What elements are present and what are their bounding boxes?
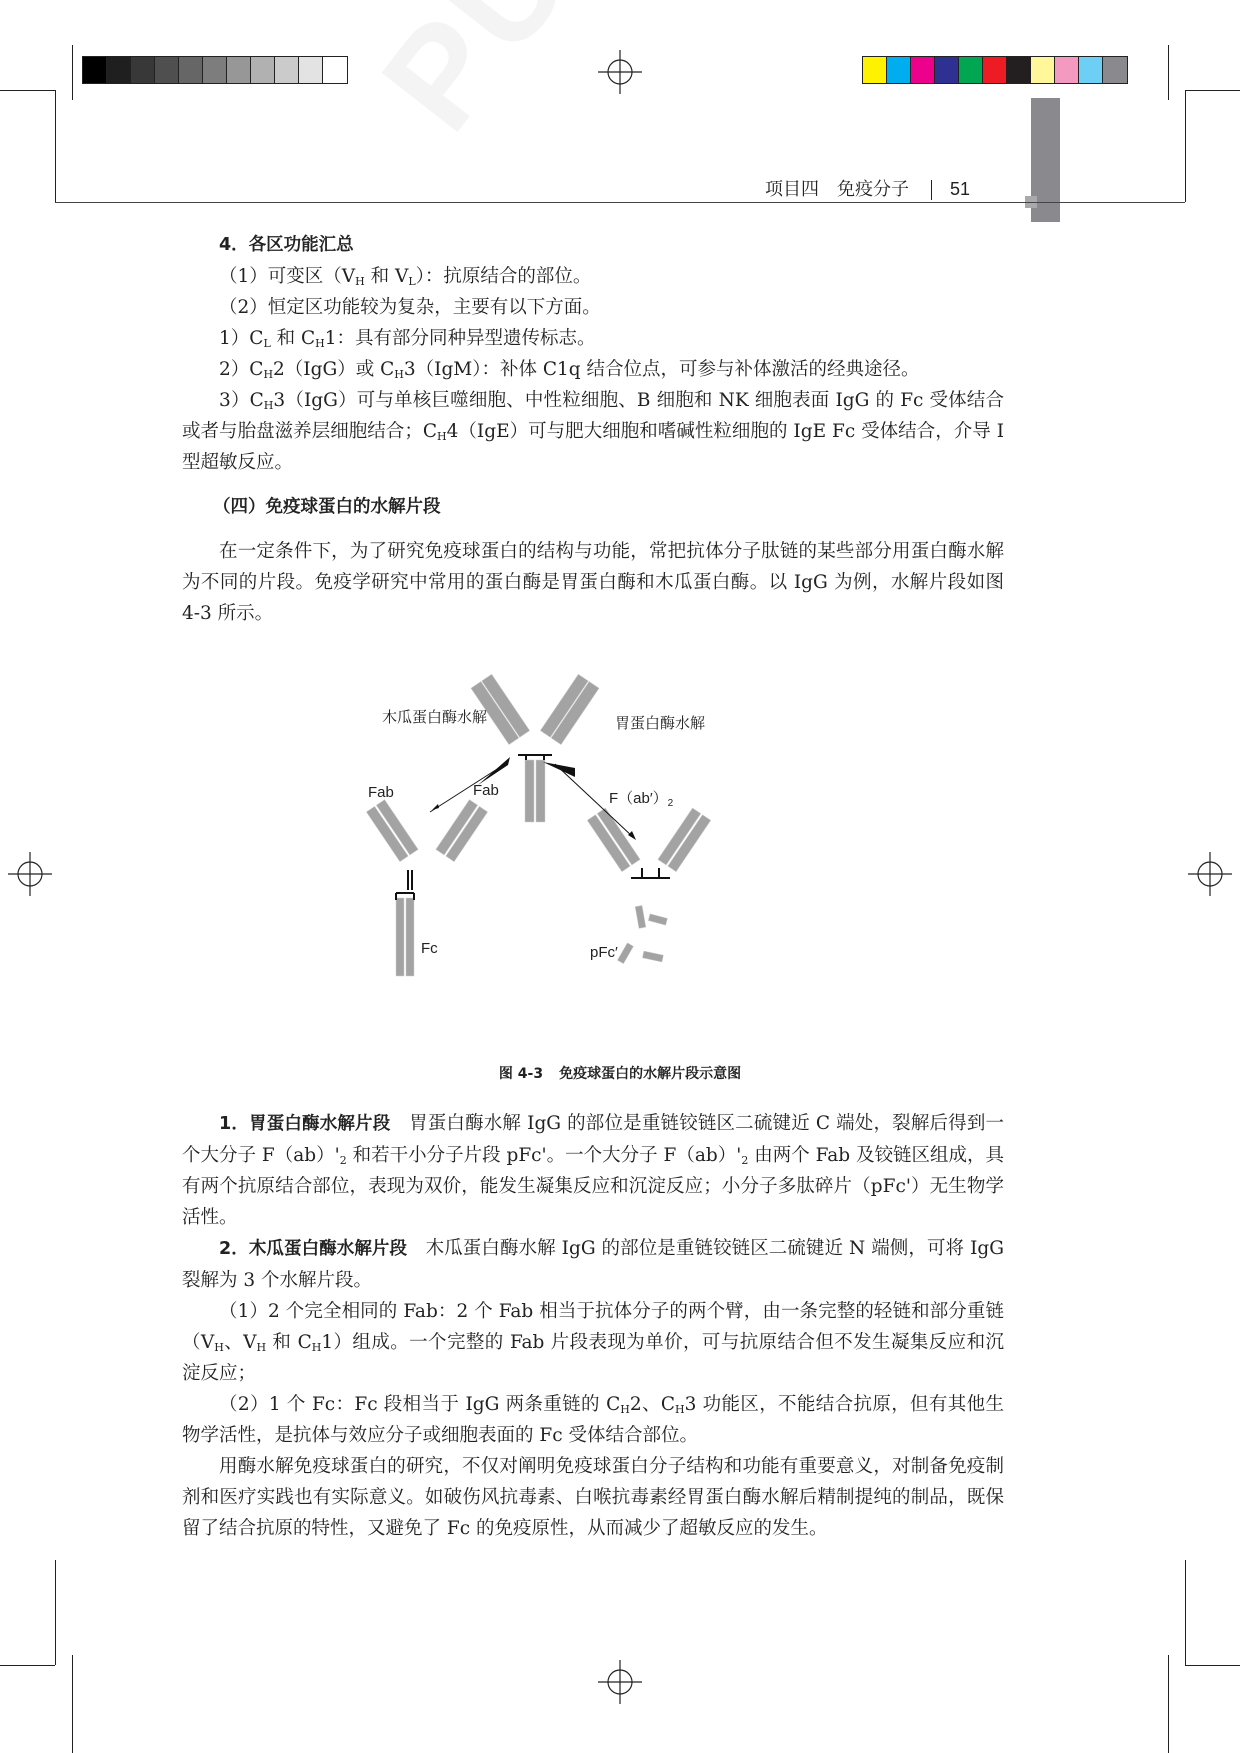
grayscale-bar: [82, 56, 348, 84]
color-swatch: [1103, 57, 1127, 83]
crop-mark: [72, 45, 73, 100]
crop-mark: [0, 90, 55, 91]
label-papain: 木瓜蛋白酶水解: [382, 708, 488, 726]
crop-mark: [55, 90, 56, 202]
section-title: 项目四 免疫分子: [765, 179, 909, 200]
color-swatch: [1031, 57, 1055, 83]
color-swatch: [935, 57, 959, 83]
paragraph: $1)C_L$ 和 $C_H1$：具有部分同种异型遗传标志。: [219, 328, 596, 350]
color-swatch: [131, 57, 155, 83]
section-fragments: [182, 1108, 1004, 1544]
paragraph: 在一定条件下，为了研究免疫球蛋白的结构与功能，常把抗体分子肽链的某些部分用蛋白酶水解为不同的片段。免疫学研究中常用的蛋白酶是胃蛋白酶和木瓜蛋白酶。以 IgG 为例，水解片段如图 4-3 所示。: [182, 541, 1004, 624]
heading-hydrolysis: （四）免疫球蛋白的水解片段: [213, 497, 441, 517]
color-swatch: [299, 57, 323, 83]
label-fab-right: Fab: [473, 782, 499, 799]
crop-mark: [1185, 1560, 1186, 1665]
crop-mark: [1168, 1655, 1169, 1753]
heading-functions: 4．各区功能汇总: [219, 235, 354, 255]
paragraph: 用酶水解免疫球蛋白的研究，不仅对阐明免疫球蛋白分子结构和功能有重要意义，对制备免疫制剂和医疗实践也有实际意义。如破伤风抗毒素、白喉抗毒素经胃蛋白酶水解后精制提纯的制品，既保留了结合抗原的特性，又避免了 Fc 的免疫原性，从而减少了超敏反应的发生。: [182, 1456, 1004, 1539]
paragraph: （1）可变区（$V_H$ 和 $V_L$）：抗原结合的部位。: [219, 266, 592, 288]
paragraph: 1．胃蛋白酶水解片段 胃蛋白酶水解 IgG 的部位是重链铰链区二硫键近 C 端处，裂解后得到一个大分子 $F(ab)'_2$ 和若干小分子片段 pFc'。一个大分子 $F(ab)'_2$ 由两个 Fab 及铰链区组成，具有两个抗原结合部位，表现为双价，能发生凝集反应和沉淀反应；小分子多肽碎片（pFc'）无生物学活性。: [182, 1113, 1005, 1228]
registration-mark-icon: [8, 852, 52, 896]
registration-mark-icon: [598, 1660, 642, 1704]
page-number: 51: [950, 179, 971, 199]
header-rule: [55, 202, 1185, 203]
figure-caption: 图 4-3 免疫球蛋白的水解片段示意图: [498, 1066, 742, 1082]
color-swatch: [863, 57, 887, 83]
paragraph: $3)C_H3(IgG)$可与单核巨噬细胞、中性粒细胞、B 细胞和 NK 细胞表面 IgG 的 Fc 受体结合或者与胎盘滋养层细胞结合；$C_H4(IgE)$可与肥大细胞和嗜碱性粒细胞的 IgE Fc 受体结合，介导 I 型超敏反应。: [182, 390, 1004, 473]
paragraph: （2）恒定区功能较为复杂，主要有以下方面。: [219, 297, 601, 318]
color-swatch: [1055, 57, 1079, 83]
color-swatch: [155, 57, 179, 83]
color-swatch: [1079, 57, 1103, 83]
color-swatch: [911, 57, 935, 83]
color-swatch: [983, 57, 1007, 83]
color-swatch: [1007, 57, 1031, 83]
color-swatch: [275, 57, 299, 83]
color-swatch: [203, 57, 227, 83]
color-bar: [862, 56, 1128, 84]
paragraph: 2．木瓜蛋白酶水解片段 木瓜蛋白酶水解 IgG 的部位是重链铰链区二硫键近 N 端侧，可将 IgG 裂解为 3 个水解片段。: [182, 1238, 1004, 1291]
color-swatch: [323, 57, 347, 83]
paragraph: （2）1 个 Fc：Fc 段相当于 IgG 两条重链的 $C_H2$、$C_H3$ 功能区，不能结合抗原，但有其他生物学活性，是抗体与效应分子或细胞表面的 Fc 受体结合部位。: [182, 1394, 1004, 1446]
color-swatch: [887, 57, 911, 83]
registration-mark-icon: [1188, 852, 1232, 896]
color-swatch: [251, 57, 275, 83]
crop-mark: [1185, 90, 1186, 202]
crop-mark: [55, 1560, 56, 1665]
label-fab-left: Fab: [368, 784, 394, 801]
paragraph: $2)C_H2(IgG)$或 $C_H3(IgM)$：补体 C1q 结合位点，可参与补体激活的经典途径。: [219, 359, 920, 381]
paragraph: （1）2 个完全相同的 Fab：2 个 Fab 相当于抗体分子的两个臂，由一条完整的轻链和部分重链（$V_H$、$V_H$ 和 $C_H1$）组成。一个完整的 Fab 片段表现为单价，可与抗原结合但不发生凝集反应和沉淀反应；: [182, 1301, 1004, 1384]
crop-mark: [0, 1665, 55, 1666]
color-swatch: [107, 57, 131, 83]
label-fab2: $F(ab')_2$: [609, 790, 674, 809]
label-pepsin: 胃蛋白酶水解: [614, 714, 705, 732]
crop-mark: [1168, 45, 1169, 100]
crop-mark: [1185, 90, 1240, 91]
section-hydrolysis: [182, 492, 1004, 629]
watermark: [350, 0, 741, 160]
color-swatch: [179, 57, 203, 83]
color-swatch: [83, 57, 107, 83]
crop-mark: [72, 1655, 73, 1753]
section-functions: [182, 230, 1004, 478]
crop-mark: [1185, 1665, 1240, 1666]
color-swatch: [227, 57, 251, 83]
label-pfc: pFc′: [590, 944, 618, 961]
label-fc: Fc: [421, 940, 438, 957]
color-swatch: [959, 57, 983, 83]
figure-igg-hydrolysis: [360, 660, 840, 1040]
running-header: [765, 175, 970, 201]
registration-mark-icon: [598, 50, 642, 94]
